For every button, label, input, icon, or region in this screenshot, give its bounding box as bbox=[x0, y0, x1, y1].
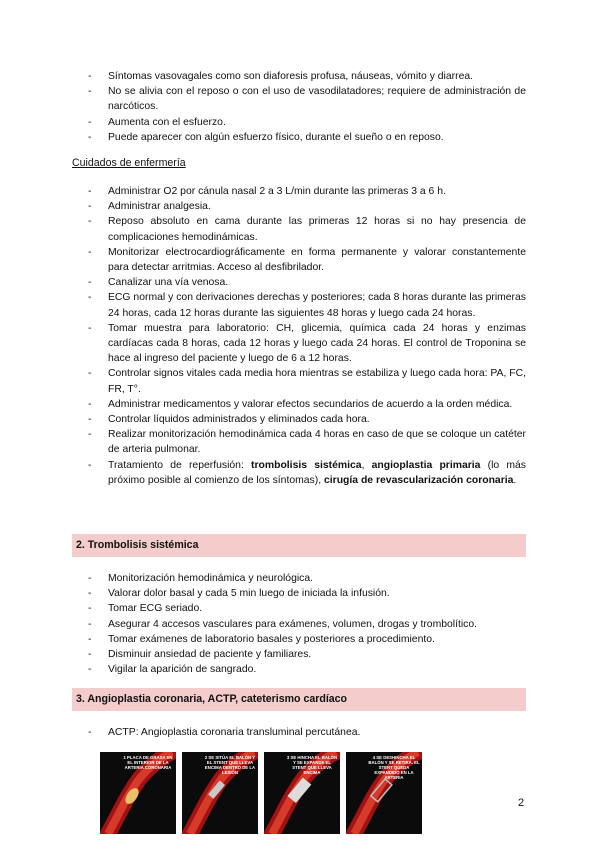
list-item: - Valorar dolor basal y cada 5 min luego de iniciada la infusión. bbox=[88, 586, 526, 601]
list-item: - Administrar medicamentos y valorar efectos secundarios de acuerdo a la orden médica. bbox=[88, 397, 526, 412]
list-item: - Reposo absoluto en cama durante las primeras 12 horas si no hay presencia de complicaciones hemodinámicas. bbox=[88, 214, 526, 244]
list-item: - Tomar muestra para laboratorio: CH, glicemia, química cada 24 horas y enzimas cardíacas cada 8 horas, cada 12 horas y luego cada 24 horas. El control de Troponina se hace al ingreso del paciente y luego de 6 a 12 horas. bbox=[88, 321, 526, 367]
list-item: - ECG normal y con derivaciones derechas y posteriores; cada 8 horas durante las primeras 24 horas, cada 12 horas durante las siguientes 48 horas y luego cada 24 horas. bbox=[88, 290, 526, 320]
angioplastia-list bbox=[88, 725, 526, 740]
bold-term: cirugía de revascularización coronaria bbox=[324, 474, 514, 486]
list-item: - Vigilar la aparición de sangrado. bbox=[88, 662, 526, 677]
section-title: 3. Angioplastia coronaria, ACTP, cateterismo cardíaco bbox=[76, 693, 348, 705]
list-item: - Administrar analgesia. bbox=[88, 199, 526, 214]
list-item: - No se alivia con el reposo o con el uso de vasodilatadores; requiere de administración de narcóticos. bbox=[88, 84, 526, 114]
list-item: - ACTP: Angioplastia coronaria transluminal percutánea. bbox=[88, 725, 526, 740]
list-item: - Monitorizar electrocardiográficamente en forma permanente y valorar constantemente para detectar arritmias. Acceso al desfibrilador. bbox=[88, 245, 526, 275]
page-number: 2 bbox=[518, 797, 525, 809]
list-item: - Realizar monitorización hemodinámica cada 4 horas en caso de que se coloque un catéter de arteria pulmonar. bbox=[88, 427, 526, 457]
list-item: - Tomar ECG seriado. bbox=[88, 601, 526, 616]
list-item: - Canalizar una vía venosa. bbox=[88, 275, 526, 290]
section-heading-trombolisis bbox=[72, 534, 526, 557]
list-item: - Controlar signos vitales cada media hora mientras se estabiliza y luego cada hora: PA, FC, FR, T°. bbox=[88, 366, 526, 396]
cuidados-list bbox=[88, 184, 526, 488]
bold-term: trombolisis sistémica bbox=[251, 459, 362, 471]
angioplasty-step-2-image bbox=[182, 752, 258, 834]
list-item: - Asegurar 4 accesos vasculares para exámenes, volumen, drogas y trombolítico. bbox=[88, 617, 526, 632]
figure-caption: 3 SE HINCHA EL BALÓN Y SE EXPANDE EL STENT QUE LLEVA ENCIMA bbox=[286, 755, 338, 775]
symptoms-list bbox=[88, 69, 526, 145]
angioplasty-step-3-image bbox=[264, 752, 340, 834]
section-heading-angioplastia bbox=[72, 688, 526, 711]
figure-caption: 1 PLACA DE GRASA EN EL INTERIOR DE LA ARTERIA CORONARIA bbox=[123, 755, 173, 770]
list-item: - Monitorización hemodinámica y neurológica. bbox=[88, 571, 526, 586]
list-item-reperfusion: - Tratamiento de reperfusión: trombolisis sistémica, angioplastia primaria (lo más próximo posible al comienzo de los síntomas), cirugía de revascularización coronaria. bbox=[88, 458, 526, 488]
bold-term: angioplastia primaria bbox=[371, 459, 481, 471]
angioplasty-step-4-image bbox=[346, 752, 422, 834]
figure-caption: 2 SE SITÚA EL BALÓN Y EL STENT QUE LLEVA ENCIMA DENTRO DE LA LESIÓN bbox=[204, 755, 256, 775]
list-item: - Disminuir ansiedad de paciente y familiares. bbox=[88, 647, 526, 662]
section-title: 2. Trombolisis sistémica bbox=[76, 539, 199, 551]
cuidados-heading: Cuidados de enfermería bbox=[72, 157, 186, 169]
list-item: - Administrar O2 por cánula nasal 2 a 3 L/min durante las primeras 3 a 6 h. bbox=[88, 184, 526, 199]
list-item: - Aumenta con el esfuerzo. bbox=[88, 115, 526, 130]
list-item: - Síntomas vasovagales como son diaforesis profusa, náuseas, vómito y diarrea. bbox=[88, 69, 526, 84]
list-item: - Controlar líquidos administrados y eliminados cada hora. bbox=[88, 412, 526, 427]
trombolisis-list bbox=[88, 571, 526, 677]
figure-caption: 4 SE DESHINCHA EL BALÓN Y SE RETIRA. EL STENT QUEDA EXPANDIDO EN LA ARTERIA bbox=[368, 755, 420, 780]
list-item: - Puede aparecer con algún esfuerzo físico, durante el sueño o en reposo. bbox=[88, 130, 526, 145]
angioplasty-step-1-image bbox=[100, 752, 176, 834]
list-item: - Tomar exámenes de laboratorio basales y posteriores a procedimiento. bbox=[88, 632, 526, 647]
